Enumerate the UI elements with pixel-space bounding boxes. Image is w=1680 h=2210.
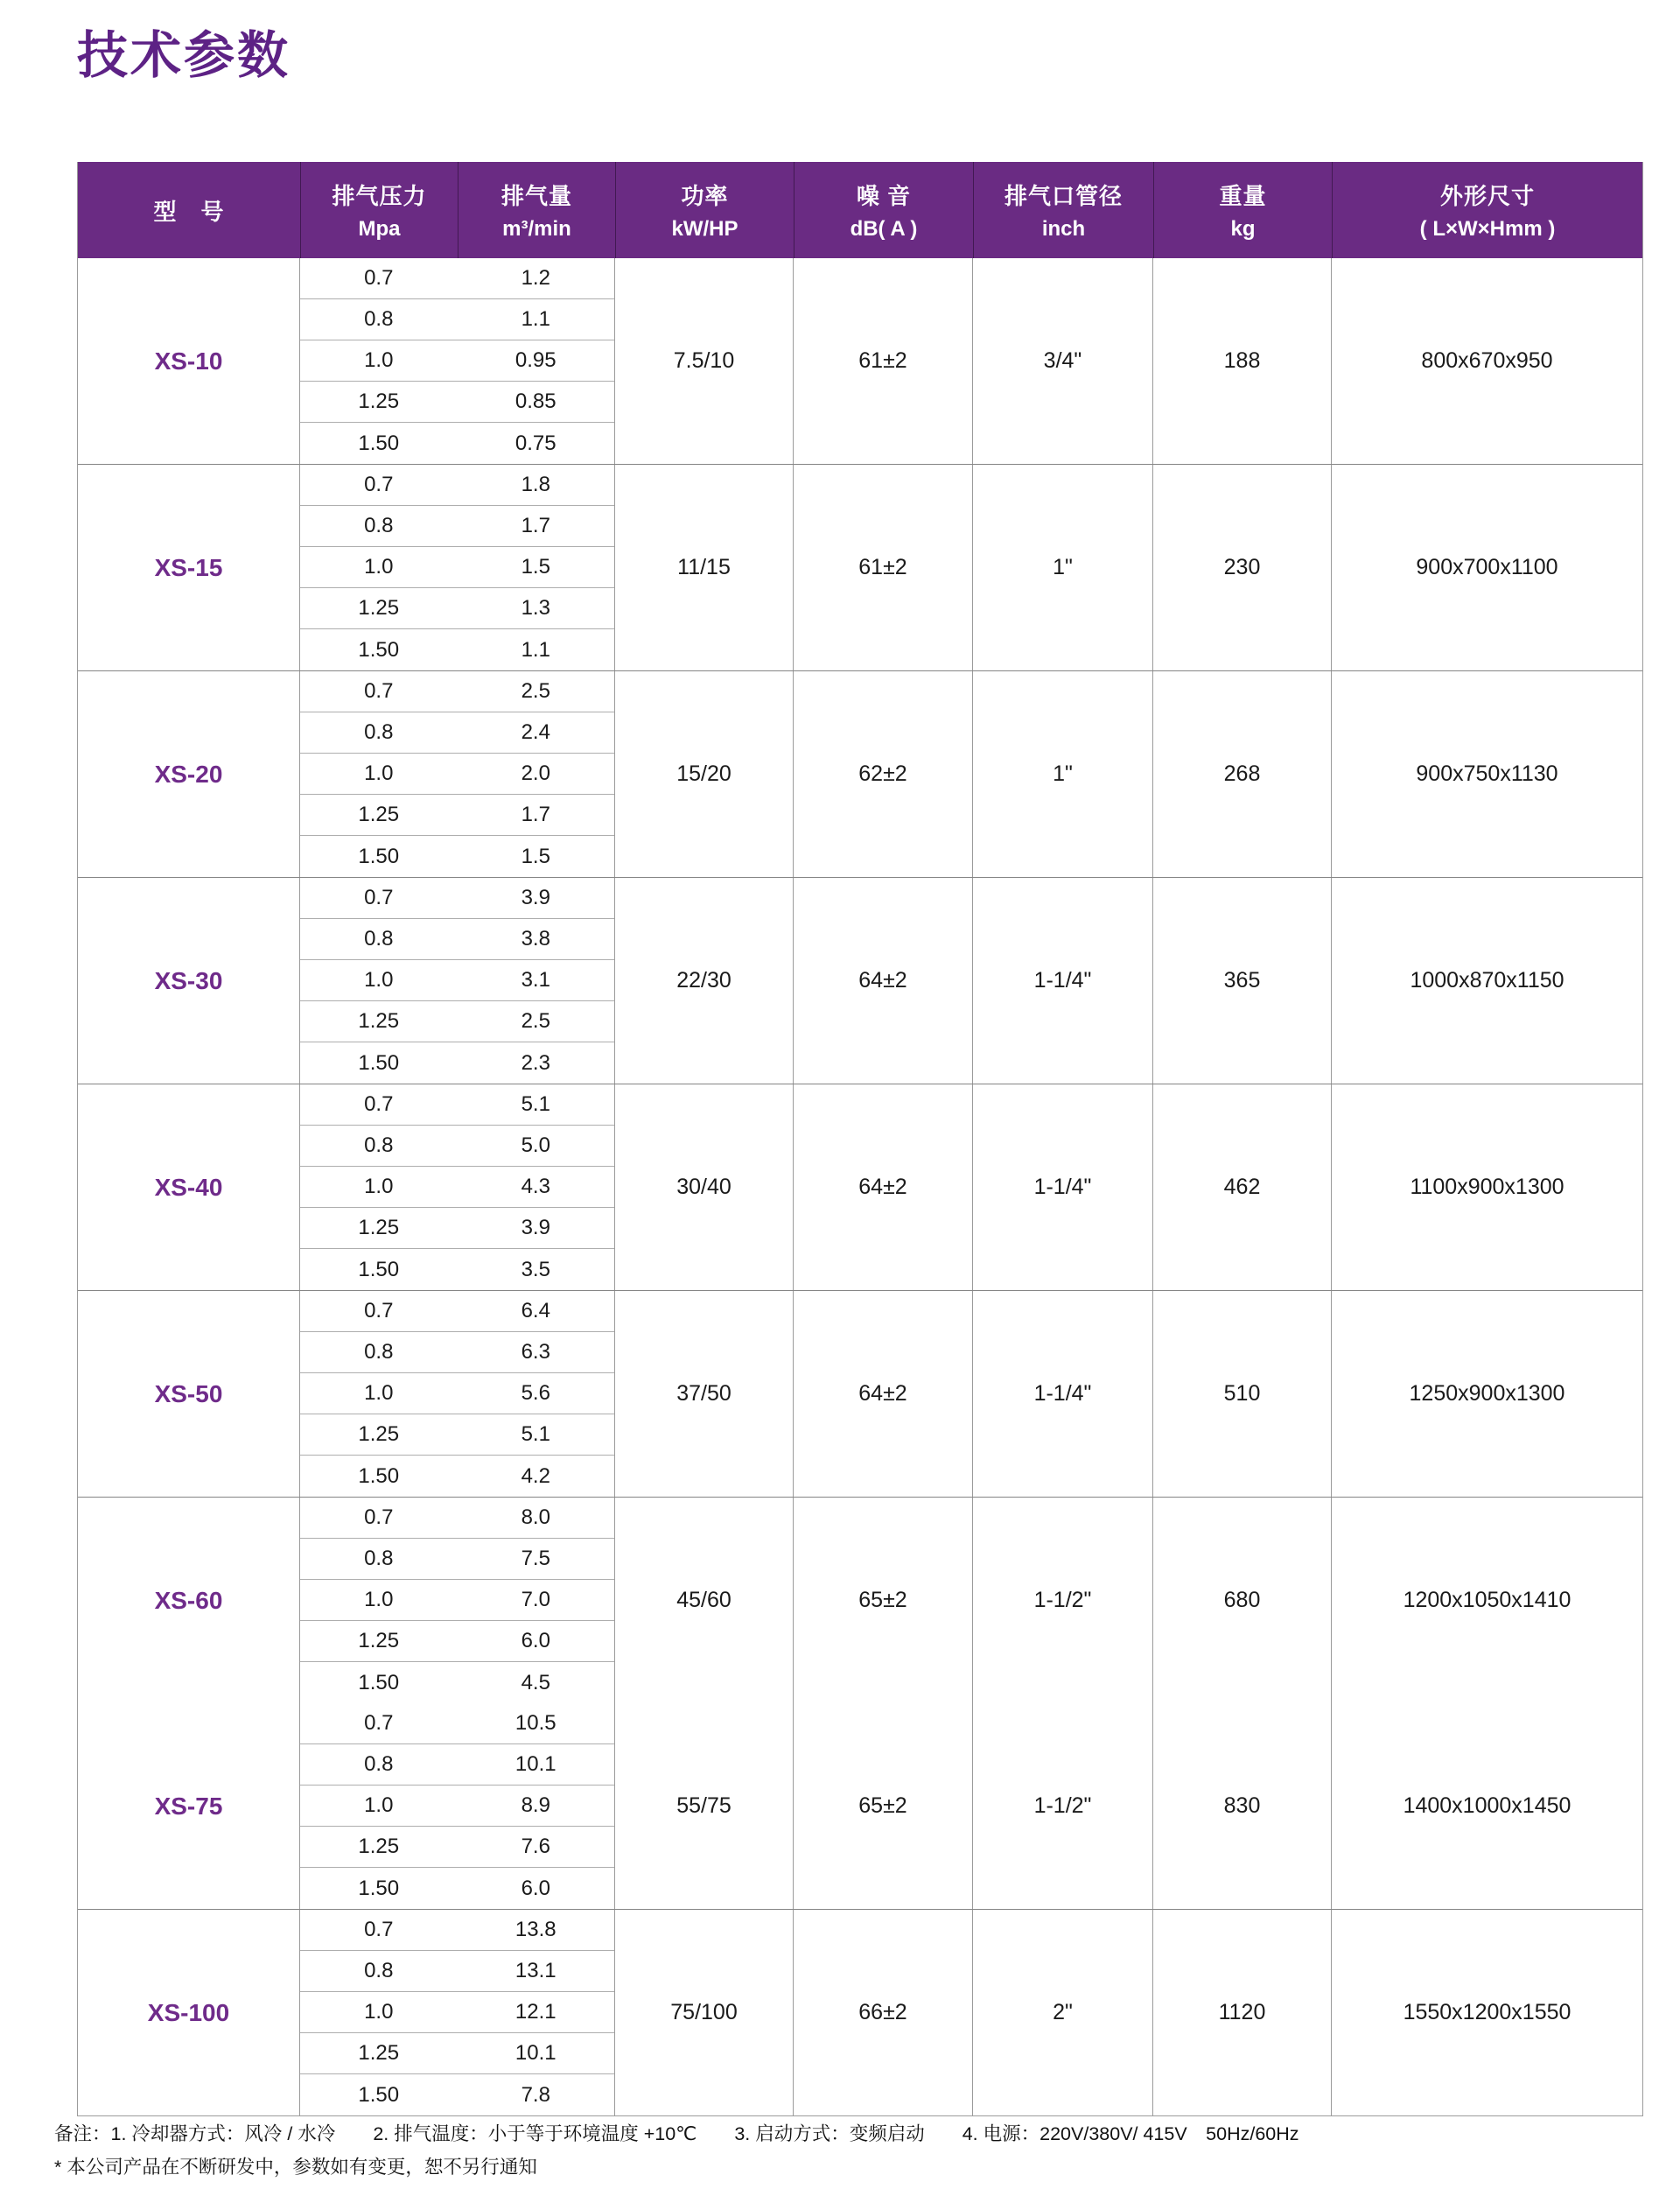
power-value: 30/40: [615, 1084, 794, 1290]
table-header-row: [78, 162, 1642, 258]
noise-value: 61±2: [794, 258, 973, 464]
pressure-value: 0.8: [364, 1959, 394, 1982]
pressure-volume-row: [300, 1291, 614, 1332]
pressure-volume-row: [300, 671, 614, 712]
weight-value: 230: [1153, 465, 1332, 670]
col-header-power-label: 功率: [681, 183, 729, 209]
pressure-volume-row: [300, 1744, 614, 1786]
pressure-volume-group: [300, 258, 615, 464]
dims-value: 1400x1000x1450: [1403, 1793, 1572, 1818]
pressure-value: 0.7: [364, 1505, 394, 1529]
col-header-weight: [1153, 162, 1332, 258]
volume-value: 3.8: [521, 927, 550, 951]
volume-value: 7.0: [521, 1588, 550, 1611]
dims-value: 800x670x950: [1421, 348, 1553, 373]
pressure-volume-row: [300, 1992, 614, 2033]
pressure-volume-row: [300, 506, 614, 547]
pressure-value: 1.0: [364, 2000, 394, 2024]
model-block: [78, 1909, 1642, 2115]
volume-value: 1.5: [521, 844, 550, 868]
model-name: XS-50: [78, 1291, 300, 1497]
volume-value: 1.5: [521, 555, 550, 579]
footer-notes: [54, 2117, 1299, 2184]
pressure-value: 1.0: [364, 761, 394, 785]
weight-value: 268: [1153, 671, 1332, 877]
pressure-volume-group: [300, 1910, 615, 2115]
volume-value: 6.4: [521, 1299, 550, 1322]
volume-value: 1.7: [521, 514, 550, 537]
footer-note-line1: 备注：1. 冷却器方式：风冷 / 水冷 2. 排气温度：小于等于环境温度 +10℃ 3. 启动方式：变频启动 4. 电源：220V/380V/ 415V 50Hz/60Hz: [54, 2123, 1299, 2144]
dims-value: 1100x900x1300: [1410, 1175, 1564, 1199]
pressure-volume-row: [300, 1084, 614, 1126]
volume-value: 2.0: [521, 761, 550, 785]
pressure-volume-row: [300, 1786, 614, 1827]
model-name: XS-10: [78, 258, 300, 464]
model-name: XS-40: [78, 1084, 300, 1290]
col-header-port-label: 排气口管径: [1004, 183, 1123, 209]
pressure-value: 1.50: [358, 844, 400, 868]
power-value: 15/20: [615, 671, 794, 877]
col-header-power-unit: kW/HP: [671, 217, 738, 241]
pressure-value: 0.7: [364, 1299, 394, 1322]
pressure-value: 0.8: [364, 307, 394, 331]
volume-value: 3.5: [521, 1257, 550, 1281]
pressure-volume-row: [300, 1208, 614, 1249]
volume-value: 12.1: [514, 2000, 556, 2024]
pressure-volume-row: [300, 2074, 614, 2115]
pressure-value: 1.0: [364, 1588, 394, 1611]
model-name: XS-60: [78, 1498, 300, 1703]
pressure-value: 1.25: [358, 389, 400, 413]
pressure-volume-group: [300, 1498, 615, 1703]
port-value: 3/4": [973, 258, 1153, 464]
volume-value: 0.75: [514, 431, 556, 455]
col-header-weight-unit: kg: [1230, 217, 1256, 241]
pressure-volume-row: [300, 1332, 614, 1373]
pressure-value: 0.8: [364, 1752, 394, 1776]
noise-value: 64±2: [794, 878, 973, 1084]
model-block: [78, 258, 1642, 464]
pressure-value: 1.0: [364, 1381, 394, 1405]
pressure-value: 1.25: [358, 1835, 400, 1858]
pressure-value: 1.50: [358, 2082, 400, 2107]
pressure-value: 0.8: [364, 1133, 394, 1157]
col-header-pressure-unit: Mpa: [358, 217, 401, 241]
pressure-volume-group: [300, 671, 615, 877]
pressure-volume-row: [300, 465, 614, 506]
power-value: 75/100: [615, 1910, 794, 2115]
col-header-dims: [1332, 162, 1642, 258]
port-value: 1-1/2": [973, 1498, 1153, 1703]
dims-value: 1250x900x1300: [1409, 1381, 1565, 1406]
noise-value: 66±2: [794, 1910, 973, 2115]
pressure-volume-row: [300, 836, 614, 877]
weight-value: 680: [1153, 1498, 1332, 1703]
volume-value: 5.6: [521, 1381, 550, 1405]
pressure-value: 1.25: [358, 803, 400, 826]
pressure-volume-row: [300, 1703, 614, 1744]
pressure-volume-row: [300, 258, 614, 299]
pressure-volume-row: [300, 629, 614, 670]
model-block: [78, 1084, 1642, 1290]
footer-note-line2: * 本公司产品在不断研发中，参数如有变更，恕不另行通知: [54, 2157, 537, 2178]
pressure-volume-row: [300, 1456, 614, 1497]
pressure-value: 0.8: [364, 720, 394, 744]
volume-value: 1.2: [521, 266, 550, 290]
pressure-volume-row: [300, 1868, 614, 1909]
col-header-power: [615, 162, 794, 258]
volume-value: 2.5: [521, 679, 550, 703]
model-block: [78, 670, 1642, 877]
volume-value: 6.3: [521, 1340, 550, 1364]
pressure-value: 1.50: [358, 431, 400, 455]
col-header-port-unit: inch: [1041, 217, 1086, 241]
pressure-volume-row: [300, 547, 614, 588]
dims-value: 900x750x1130: [1416, 761, 1558, 786]
port-value: 1-1/4": [973, 1291, 1153, 1497]
col-header-volume-label: 排气量: [500, 183, 572, 209]
col-header-volume: [458, 162, 615, 258]
volume-value: 10.5: [514, 1711, 556, 1735]
volume-value: 10.1: [514, 2041, 556, 2065]
model-name: XS-30: [78, 878, 300, 1084]
pressure-value: 1.25: [358, 1629, 400, 1652]
pressure-volume-row: [300, 423, 614, 464]
volume-value: 13.8: [514, 1918, 556, 1941]
pressure-volume-row: [300, 1951, 614, 1992]
volume-value: 8.9: [521, 1793, 550, 1817]
power-value: 37/50: [615, 1291, 794, 1497]
port-value: 1-1/2": [973, 1703, 1153, 1909]
pressure-value: 1.50: [358, 1463, 400, 1488]
volume-value: 4.5: [521, 1670, 550, 1694]
pressure-value: 0.7: [364, 679, 394, 703]
volume-value: 3.9: [521, 1216, 550, 1239]
pressure-value: 1.0: [364, 348, 394, 372]
pressure-volume-row: [300, 1373, 614, 1414]
spec-table: [77, 162, 1643, 2116]
volume-value: 7.6: [521, 1835, 550, 1858]
pressure-volume-row: [300, 1827, 614, 1868]
col-header-volume-unit: m³/min: [502, 217, 571, 241]
pressure-value: 0.7: [364, 266, 394, 290]
pressure-value: 1.0: [364, 1175, 394, 1198]
pressure-volume-row: [300, 878, 614, 919]
volume-value: 1.8: [521, 473, 550, 496]
dims-value: 900x700x1100: [1416, 555, 1558, 579]
pressure-value: 1.0: [364, 555, 394, 579]
volume-value: 1.7: [521, 803, 550, 826]
pressure-volume-row: [300, 1001, 614, 1042]
volume-value: 7.8: [521, 2082, 550, 2107]
col-header-noise-label: 噪 音: [856, 183, 912, 209]
pressure-volume-row: [300, 588, 614, 629]
pressure-value: 1.25: [358, 1009, 400, 1033]
pressure-volume-row: [300, 299, 614, 340]
volume-value: 10.1: [514, 1752, 556, 1776]
pressure-value: 1.0: [364, 968, 394, 992]
pressure-value: 1.50: [358, 1670, 400, 1694]
pressure-volume-group: [300, 1291, 615, 1497]
col-header-noise-unit: dB( A ): [850, 217, 918, 241]
volume-value: 2.3: [521, 1050, 550, 1075]
pressure-value: 1.50: [358, 1050, 400, 1075]
noise-value: 64±2: [794, 1291, 973, 1497]
pressure-value: 0.8: [364, 927, 394, 951]
weight-value: 830: [1153, 1703, 1332, 1909]
weight-value: 462: [1153, 1084, 1332, 1290]
volume-value: 5.1: [521, 1422, 550, 1446]
port-value: 1-1/4": [973, 878, 1153, 1084]
model-block: [78, 464, 1642, 670]
noise-value: 65±2: [794, 1498, 973, 1703]
pressure-volume-row: [300, 1580, 614, 1621]
pressure-value: 0.8: [364, 1547, 394, 1570]
pressure-volume-row: [300, 1249, 614, 1290]
pressure-volume-row: [300, 919, 614, 960]
pressure-volume-row: [300, 754, 614, 795]
table-body: [78, 258, 1642, 2115]
pressure-volume-group: [300, 1084, 615, 1290]
pressure-value: 0.7: [364, 886, 394, 909]
model-block: [78, 1497, 1642, 1703]
pressure-value: 0.8: [364, 514, 394, 537]
volume-value: 13.1: [514, 1959, 556, 1982]
volume-value: 4.2: [521, 1463, 550, 1488]
col-header-port: [973, 162, 1153, 258]
pressure-volume-row: [300, 1662, 614, 1703]
power-value: 11/15: [615, 465, 794, 670]
pressure-volume-row: [300, 712, 614, 754]
pressure-volume-row: [300, 1539, 614, 1580]
pressure-value: 0.7: [364, 1918, 394, 1941]
pressure-volume-row: [300, 1167, 614, 1208]
pressure-volume-row: [300, 795, 614, 836]
col-header-pressure: [300, 162, 458, 258]
pressure-volume-group: [300, 1703, 615, 1909]
pressure-volume-row: [300, 1910, 614, 1951]
col-header-model: [78, 162, 300, 258]
model-name: XS-15: [78, 465, 300, 670]
pressure-value: 1.25: [358, 2041, 400, 2065]
model-block: [78, 1290, 1642, 1497]
volume-value: 1.1: [521, 307, 550, 331]
volume-value: 1.3: [521, 596, 550, 620]
pressure-value: 0.7: [364, 1711, 394, 1735]
weight-value: 188: [1153, 258, 1332, 464]
port-value: 1-1/4": [973, 1084, 1153, 1290]
pressure-value: 1.50: [358, 1876, 400, 1900]
model-block: [78, 877, 1642, 1084]
page-title: 技术参数: [77, 27, 291, 84]
col-header-noise: [794, 162, 973, 258]
volume-value: 1.1: [521, 637, 550, 662]
pressure-volume-row: [300, 1042, 614, 1084]
model-name: XS-75: [78, 1703, 300, 1909]
col-header-pressure-label: 排气压力: [332, 183, 427, 209]
col-header-weight-label: 重量: [1219, 183, 1267, 209]
port-value: 1": [973, 671, 1153, 877]
dims-value: 1550x1200x1550: [1403, 2000, 1572, 2024]
volume-value: 2.4: [521, 720, 550, 744]
volume-value: 6.0: [521, 1876, 550, 1900]
volume-value: 3.9: [521, 886, 550, 909]
volume-value: 5.1: [521, 1092, 550, 1116]
volume-value: 5.0: [521, 1133, 550, 1157]
model-name: XS-20: [78, 671, 300, 877]
volume-value: 0.95: [514, 348, 556, 372]
pressure-volume-row: [300, 1126, 614, 1167]
volume-value: 6.0: [521, 1629, 550, 1652]
weight-value: 365: [1153, 878, 1332, 1084]
port-value: 2": [973, 1910, 1153, 2115]
weight-value: 510: [1153, 1291, 1332, 1497]
pressure-value: 1.50: [358, 1257, 400, 1281]
volume-value: 7.5: [521, 1547, 550, 1570]
pressure-value: 1.25: [358, 1216, 400, 1239]
noise-value: 61±2: [794, 465, 973, 670]
volume-value: 2.5: [521, 1009, 550, 1033]
noise-value: 62±2: [794, 671, 973, 877]
power-value: 45/60: [615, 1498, 794, 1703]
pressure-value: 0.8: [364, 1340, 394, 1364]
pressure-volume-row: [300, 1498, 614, 1539]
model-block: [78, 1703, 1642, 1909]
noise-value: 65±2: [794, 1703, 973, 1909]
pressure-volume-row: [300, 1621, 614, 1662]
weight-value: 1120: [1153, 1910, 1332, 2115]
col-header-dims-unit: ( L×W×Hmm ): [1419, 217, 1556, 241]
pressure-value: 1.25: [358, 596, 400, 620]
pressure-volume-group: [300, 465, 615, 670]
model-name: XS-100: [78, 1910, 300, 2115]
volume-value: 4.3: [521, 1175, 550, 1198]
pressure-volume-row: [300, 340, 614, 382]
noise-value: 64±2: [794, 1084, 973, 1290]
dims-value: 1000x870x1150: [1410, 968, 1564, 993]
col-header-model-label: 型 号: [153, 198, 225, 225]
col-header-dims-label: 外形尺寸: [1439, 183, 1535, 209]
pressure-volume-row: [300, 2033, 614, 2074]
port-value: 1": [973, 465, 1153, 670]
power-value: 55/75: [615, 1703, 794, 1909]
pressure-value: 1.50: [358, 637, 400, 662]
dims-value: 1200x1050x1410: [1403, 1588, 1572, 1612]
pressure-value: 0.7: [364, 1092, 394, 1116]
pressure-volume-row: [300, 382, 614, 423]
pressure-value: 1.0: [364, 1793, 394, 1817]
volume-value: 8.0: [521, 1505, 550, 1529]
pressure-value: 1.25: [358, 1422, 400, 1446]
pressure-value: 0.7: [364, 473, 394, 496]
pressure-volume-row: [300, 960, 614, 1001]
volume-value: 0.85: [514, 389, 556, 413]
volume-value: 3.1: [521, 968, 550, 992]
power-value: 7.5/10: [615, 258, 794, 464]
pressure-volume-group: [300, 878, 615, 1084]
power-value: 22/30: [615, 878, 794, 1084]
pressure-volume-row: [300, 1414, 614, 1456]
